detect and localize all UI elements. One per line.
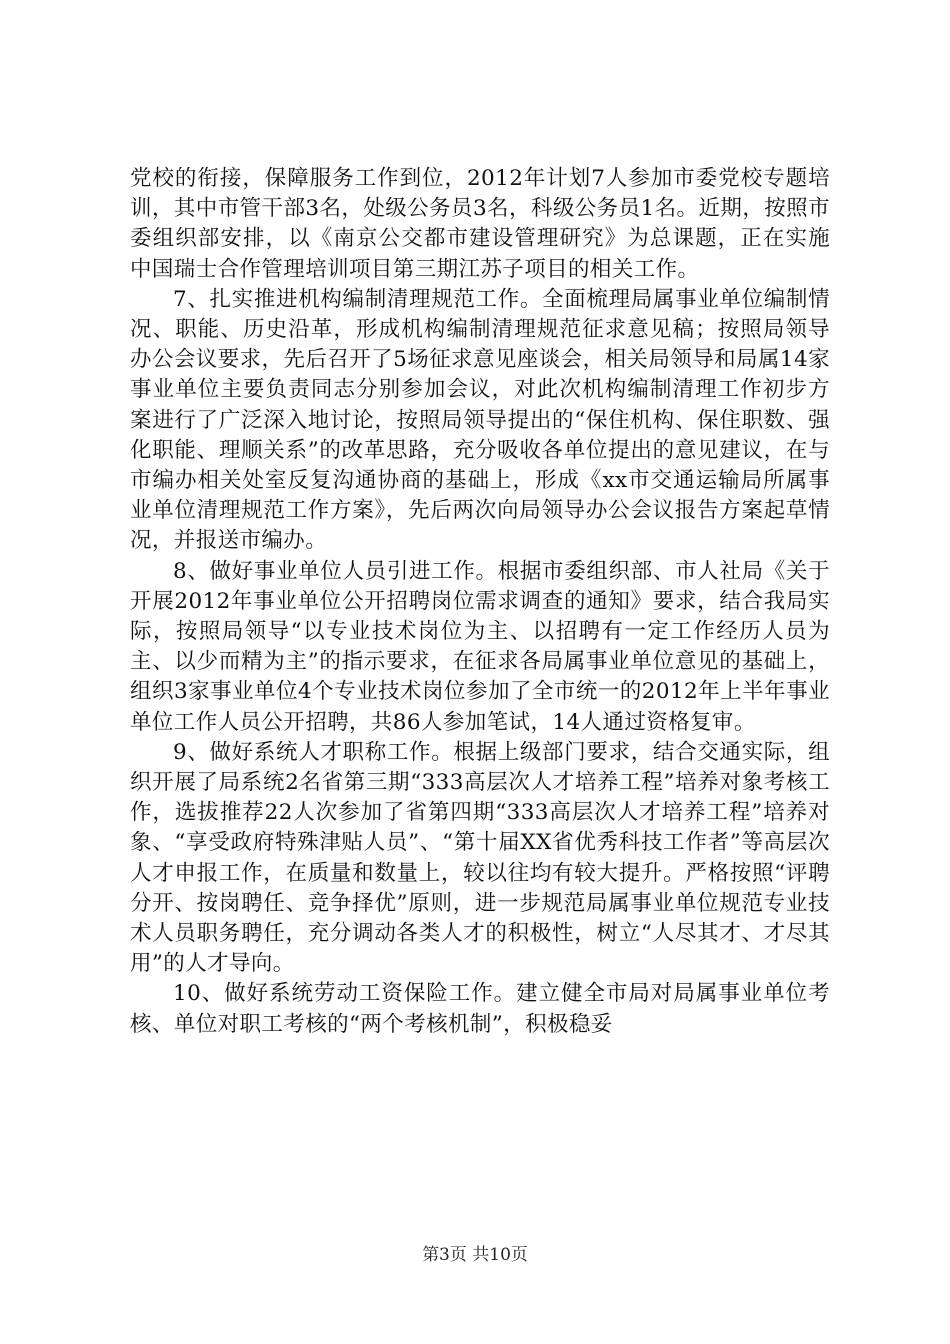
paragraph-item-7: 7、扎实推进机构编制清理规范工作。全面梳理局属事业单位编制情况、职能、历史沿革，形成机构编制清理规范征求意见稿；按照局领导办公会议要求，先后召开了5场征求意见座谈会，相关局领导和局属14家事业单位主要负责同志分别参加会议，对此次机构编制清理工作初步方案进行了广泛深入地讨论，按照局领导提出的“保住机构、保住职数、强化职能、理顺关系”的改革思路，充分吸收各单位提出的意见建议，在与市编办相关处室反复沟通协商的基础上，形成《xx市交通运输局所属事业单位清理规范工作方案》，先后两次向局领导办公会议报告方案起草情况，并报送市编办。	[130, 286, 830, 554]
paragraph-item-10: 10、做好系统劳动工资保险工作。建立健全市局对局属事业单位考核、单位对职工考核的“两个考核机制”，积极稳妥	[130, 981, 830, 1037]
paragraph-item-8: 8、做好事业单位人员引进工作。根据市委组织部、市人社局《关于开展2012年事业单位公开招聘岗位需求调查的通知》要求，结合我局实际，按照局领导“以专业技术岗位为主、以招聘有一定工作经历人员为主、以少而精为主”的指示要求，在征求各局属事业单位意见的基础上，组织3家事业单位4个专业技术岗位参加了全市统一的2012年上半年事业单位工作人员公开招聘，共86人参加笔试，14人通过资格复审。	[130, 558, 830, 735]
page-footer	[0, 1244, 950, 1266]
paragraph-item-9: 9、做好系统人才职称工作。根据上级部门要求，结合交通实际，组织开展了局系统2名省第三期“333高层次人才培养工程”培养对象考核工作，选拔推荐22人次参加了省第四期“333高层次人才培养工程”培养对象、“享受政府特殊津贴人员”、“第十届XX省优秀科技工作者”等高层次人才申报工作，在质量和数量上，较以往均有较大提升。严格按照“评聘分开、按岗聘任、竞争择优”原则，进一步规范局属事业单位规范专业技术人员职务聘任，充分调动各类人才的积极性，树立“人尽其才、才尽其用”的人才导向。	[130, 739, 830, 977]
page-number-label: 第3页 共10页	[422, 1245, 528, 1265]
paragraph-continuation: 党校的衔接，保障服务工作到位，2012年计划7人参加市委党校专题培训，其中市管干部3名，处级公务员3名，科级公务员1名。近期，按照市委组织部安排，以《南京公交都市建设管理研究》为总课题，正在实施中国瑞士合作管理培训项目第三期江苏子项目的相关工作。	[130, 166, 830, 282]
document-body	[130, 164, 830, 1040]
